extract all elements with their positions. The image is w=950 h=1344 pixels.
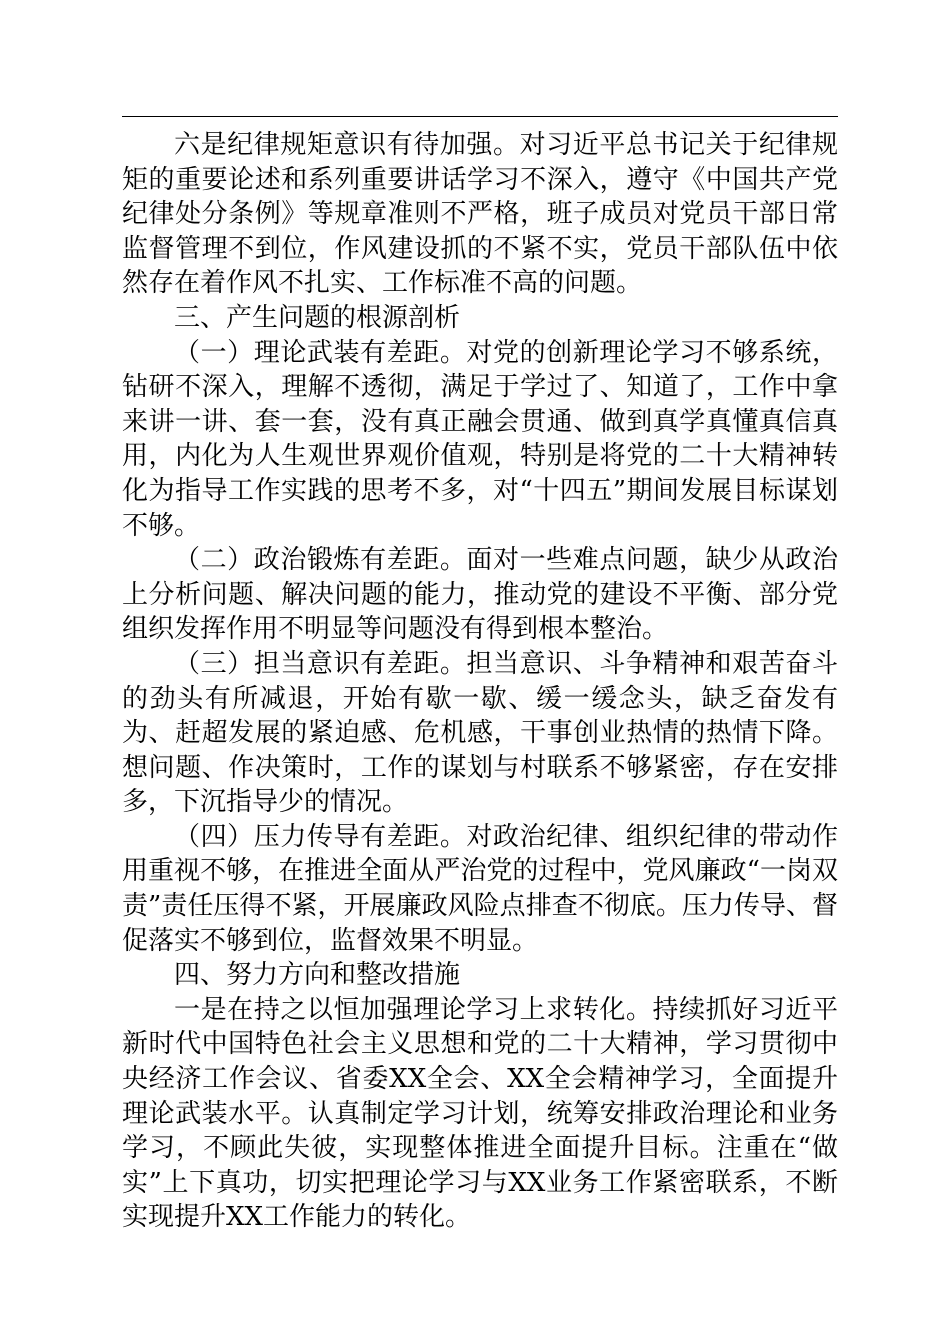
paragraph-political-training-gap: （二）政治锻炼有差距。面对一些难点问题，缺少从政治上分析问题、解决问题的能力，推动党的建设不平衡、部分党组织发挥作用不明显等问题没有得到根本整治。 bbox=[122, 545, 838, 645]
section-heading-root-causes: 三、产生问题的根源剖析 bbox=[174, 302, 461, 333]
document-body bbox=[122, 128, 838, 1235]
paragraph-theory-gap: （一）理论武装有差距。对党的创新理论学习不够系统，钻研不深入，理解不透彻，满足于学过了、知道了，工作中拿来讲一讲、套一套，没有真正融会贯通、做到真学真懂真信真用，内化为人生观世界观价值观，特别是将党的二十大精神转化为指导工作实践的思考不多，对“十四五”期间发展目标谋划不够。 bbox=[122, 337, 838, 541]
paragraph-discipline-awareness: 六是纪律规矩意识有待加强。对习近平总书记关于纪律规矩的重要论述和系列重要讲话学习不深入，遵守《中国共产党纪律处分条例》等规章准则不严格，班子成员对党员干部日常监督管理不到位，作风建设抓的不紧不实，党员干部队伍中依然存在着作风不扎实、工作标准不高的问题。 bbox=[122, 130, 838, 299]
paragraph-theory-study-measure: 一是在持之以恒加强理论学习上求转化。持续抓好习近平新时代中国特色社会主义思想和党的二十大精神，学习贯彻中央经济工作会议、省委XX全会、XX全会精神学习，全面提升理论武装水平。认真制定学习计划，统筹安排政治理论和业务学习，不顾此失彼，实现整体推进全面提升目标。注重在“做实”上下真功，切实把理论学习与XX业务工作紧密联系，不断实现提升XX工作能力的转化。 bbox=[122, 994, 838, 1233]
section-heading-measures: 四、努力方向和整改措施 bbox=[174, 960, 461, 991]
paragraph-responsibility-gap: （三）担当意识有差距。担当意识、斗争精神和艰苦奋斗的劲头有所减退，开始有歇一歇、缓一缓念头，缺乏奋发有为、赶超发展的紧迫感、危机感，干事创业热情的热情下降。想问题、作决策时，工作的谋划与村联系不够紧密，存在安排多，下沉指导少的情况。 bbox=[122, 648, 838, 818]
paragraph-pressure-gap: （四）压力传导有差距。对政治纪律、组织纪律的带动作用重视不够，在推进全面从严治党的过程中，党风廉政“一岗双责”责任压得不紧，开展廉政风险点排查不彻底。压力传导、督促落实不够到位，监督效果不明显。 bbox=[122, 821, 838, 956]
header-rule bbox=[122, 116, 838, 117]
